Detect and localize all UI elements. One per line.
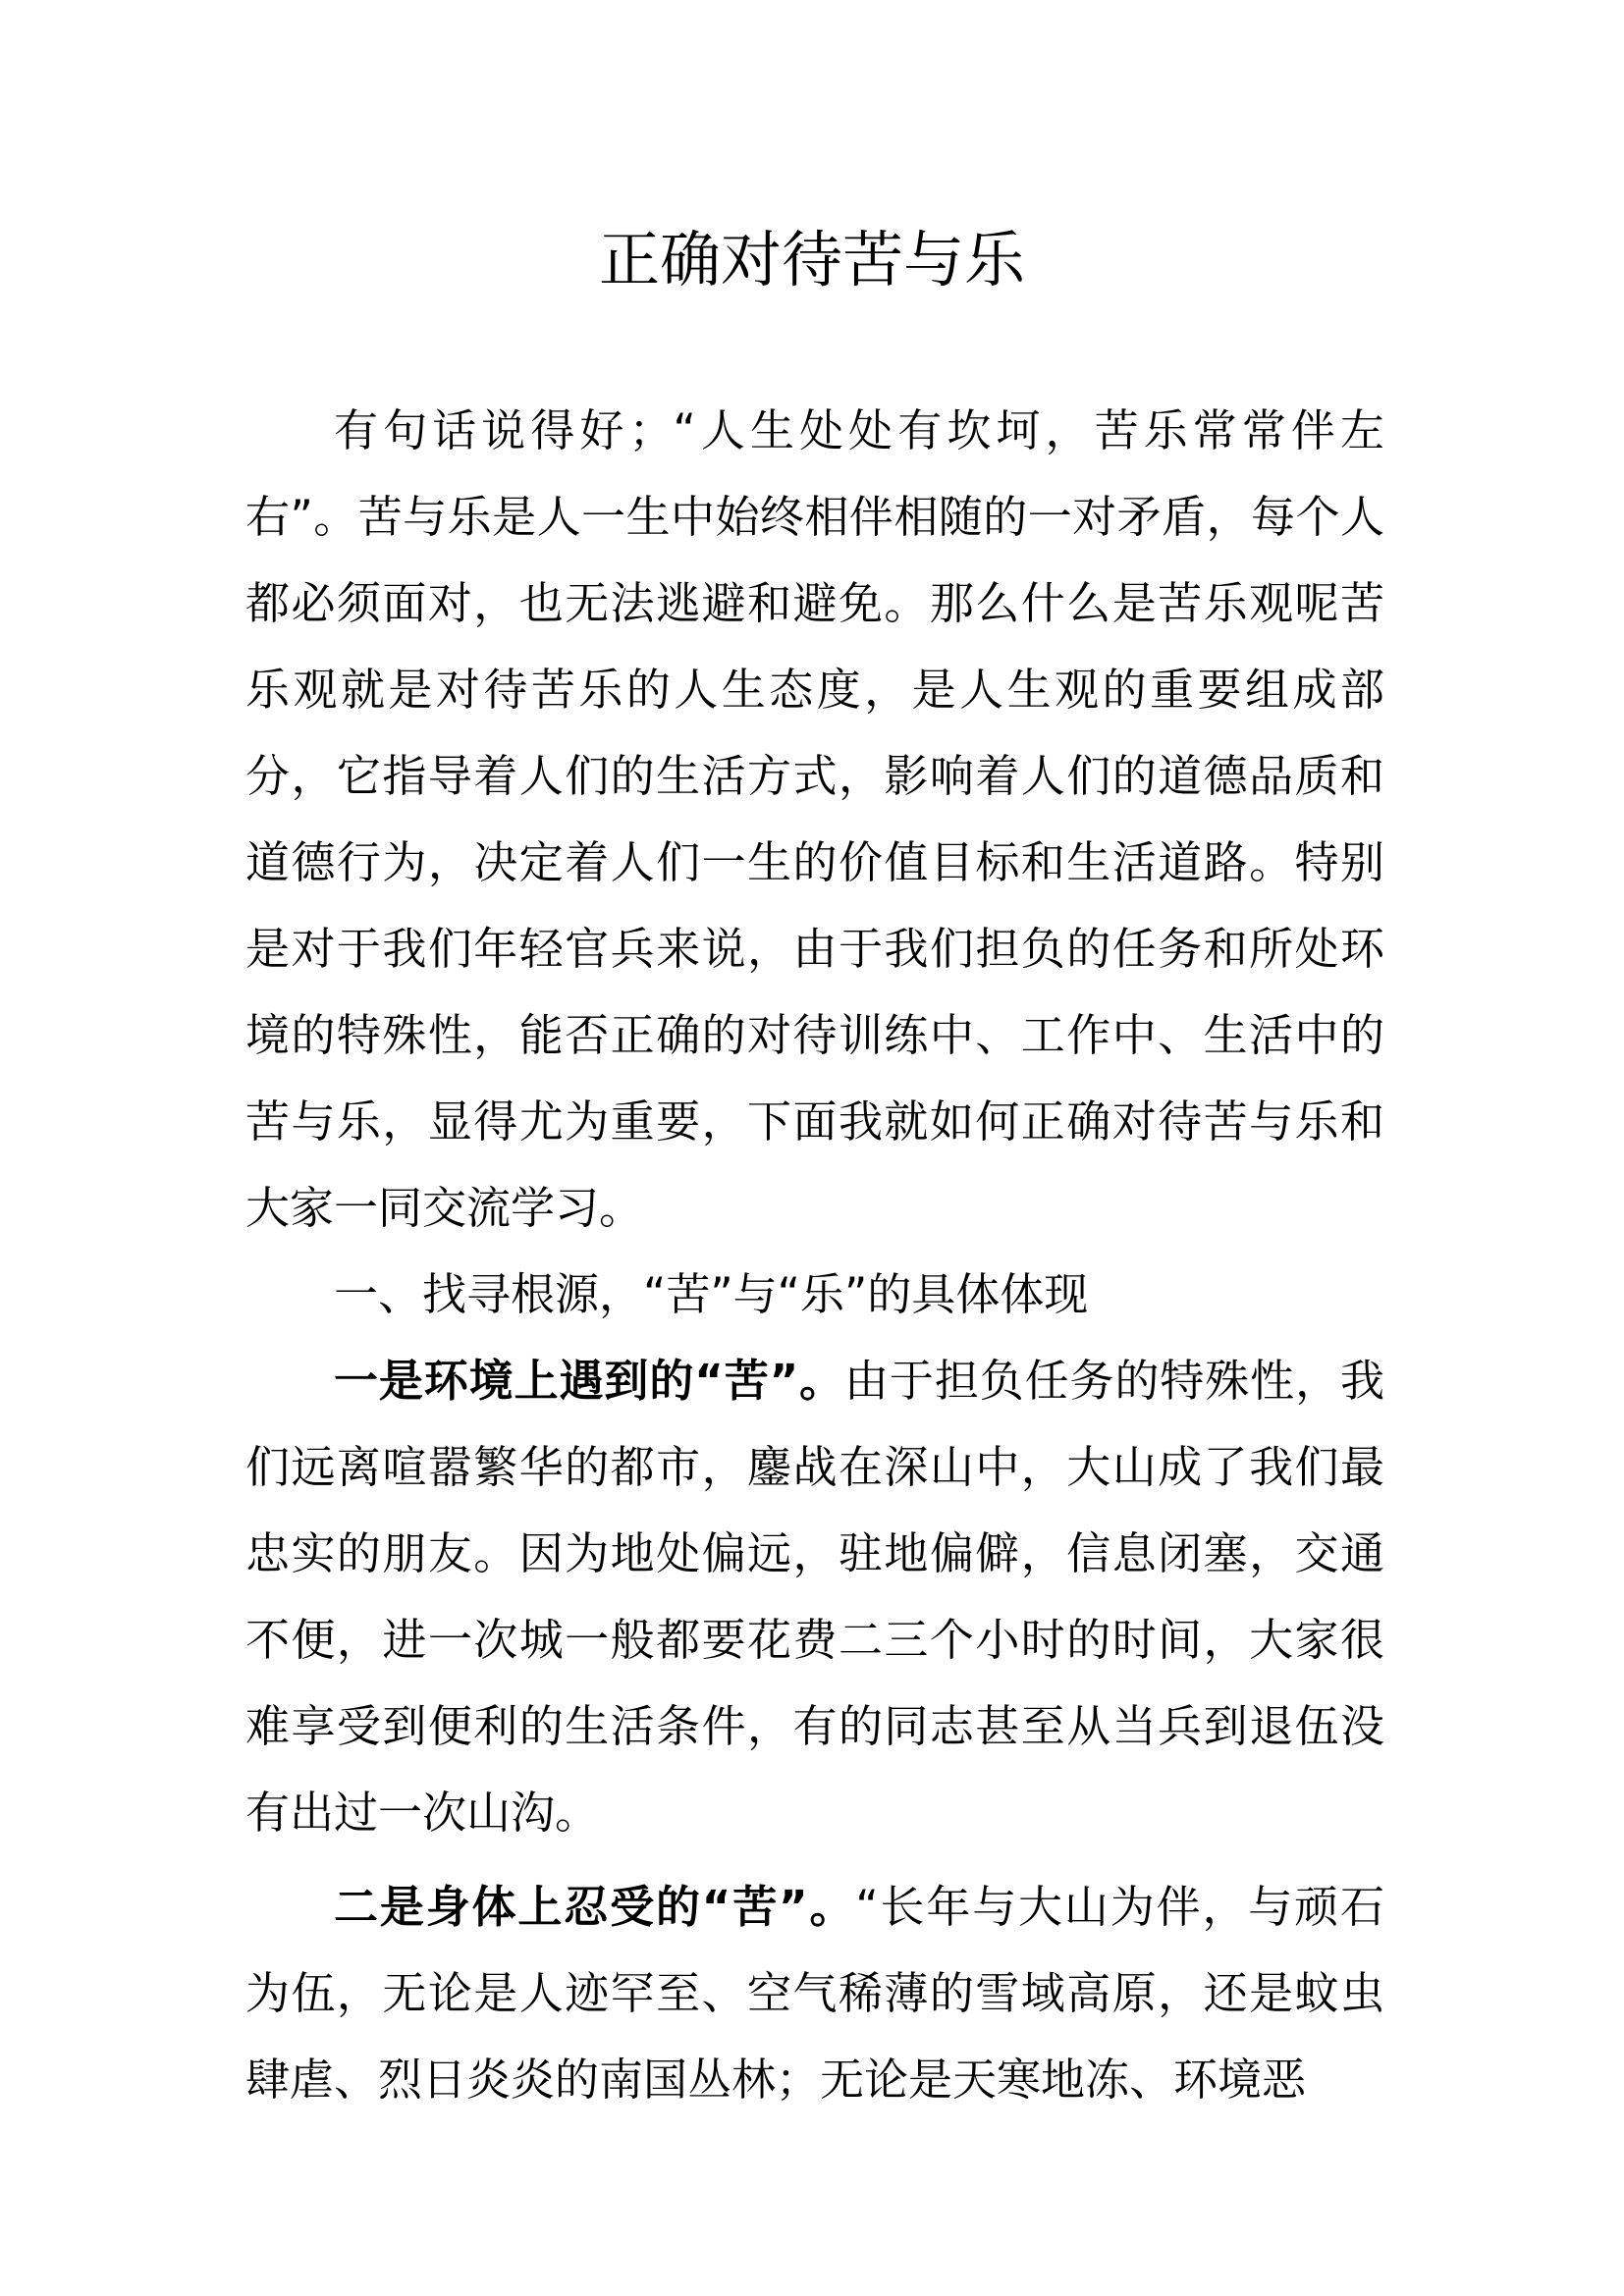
point-one-lead: 一是环境上遇到的“苦”。 [334,1355,845,1407]
section-heading: 一、找寻根源，“苦”与“乐”的具体体现 [334,1268,1089,1320]
point-two-text: “长年与大山为伴，与顽石为伍，无论是人迹罕至、空气稀薄的雪域高原，还是蚊虫肆虐、烈日炎炎的南国丛林；无论是天寒地冻、环境恶 [245,1881,1384,2106]
document-title: 正确对待苦与乐 [598,224,1025,295]
document-body [245,388,1384,2123]
point-two-lead: 二是身体上忍受的“苦”。 [334,1881,856,1933]
point-one-text: 由于担负任务的特殊性，我们远离喧嚣繁华的都市，鏖战在深山中，大山成了我们最忠实的朋友。因为地处偏远，驻地偏僻，信息闭塞，交通不便，进一次城一般都要花费二三个小时的时间，大家很难享受到便利的生活条件，有的同志甚至从当兵到退伍没有出过一次山沟。 [245,1355,1384,1839]
point-two-paragraph [245,1864,1384,2123]
point-one-paragraph [245,1338,1384,1856]
intro-paragraph: 有句话说得好；“人生处处有坎坷，苦乐常常伴左右”。苦与乐是人一生中始终相伴相随的一对矛盾，每个人都必须面对，也无法逃避和避免。那么什么是苦乐观呢苦乐观就是对待苦乐的人生态度，是人生观的重要组成部分，它指导着人们的生活方式，影响着人们的道德品质和道德行为，决定着人们一生的价值目标和生活道路。特别是对于我们年轻官兵来说，由于我们担负的任务和所处环境的特殊性，能否正确的对待训练中、工作中、生活中的苦与乐，显得尤为重要，下面我就如何正确对待苦与乐和大家一同交流学习。 [245,404,1384,1234]
